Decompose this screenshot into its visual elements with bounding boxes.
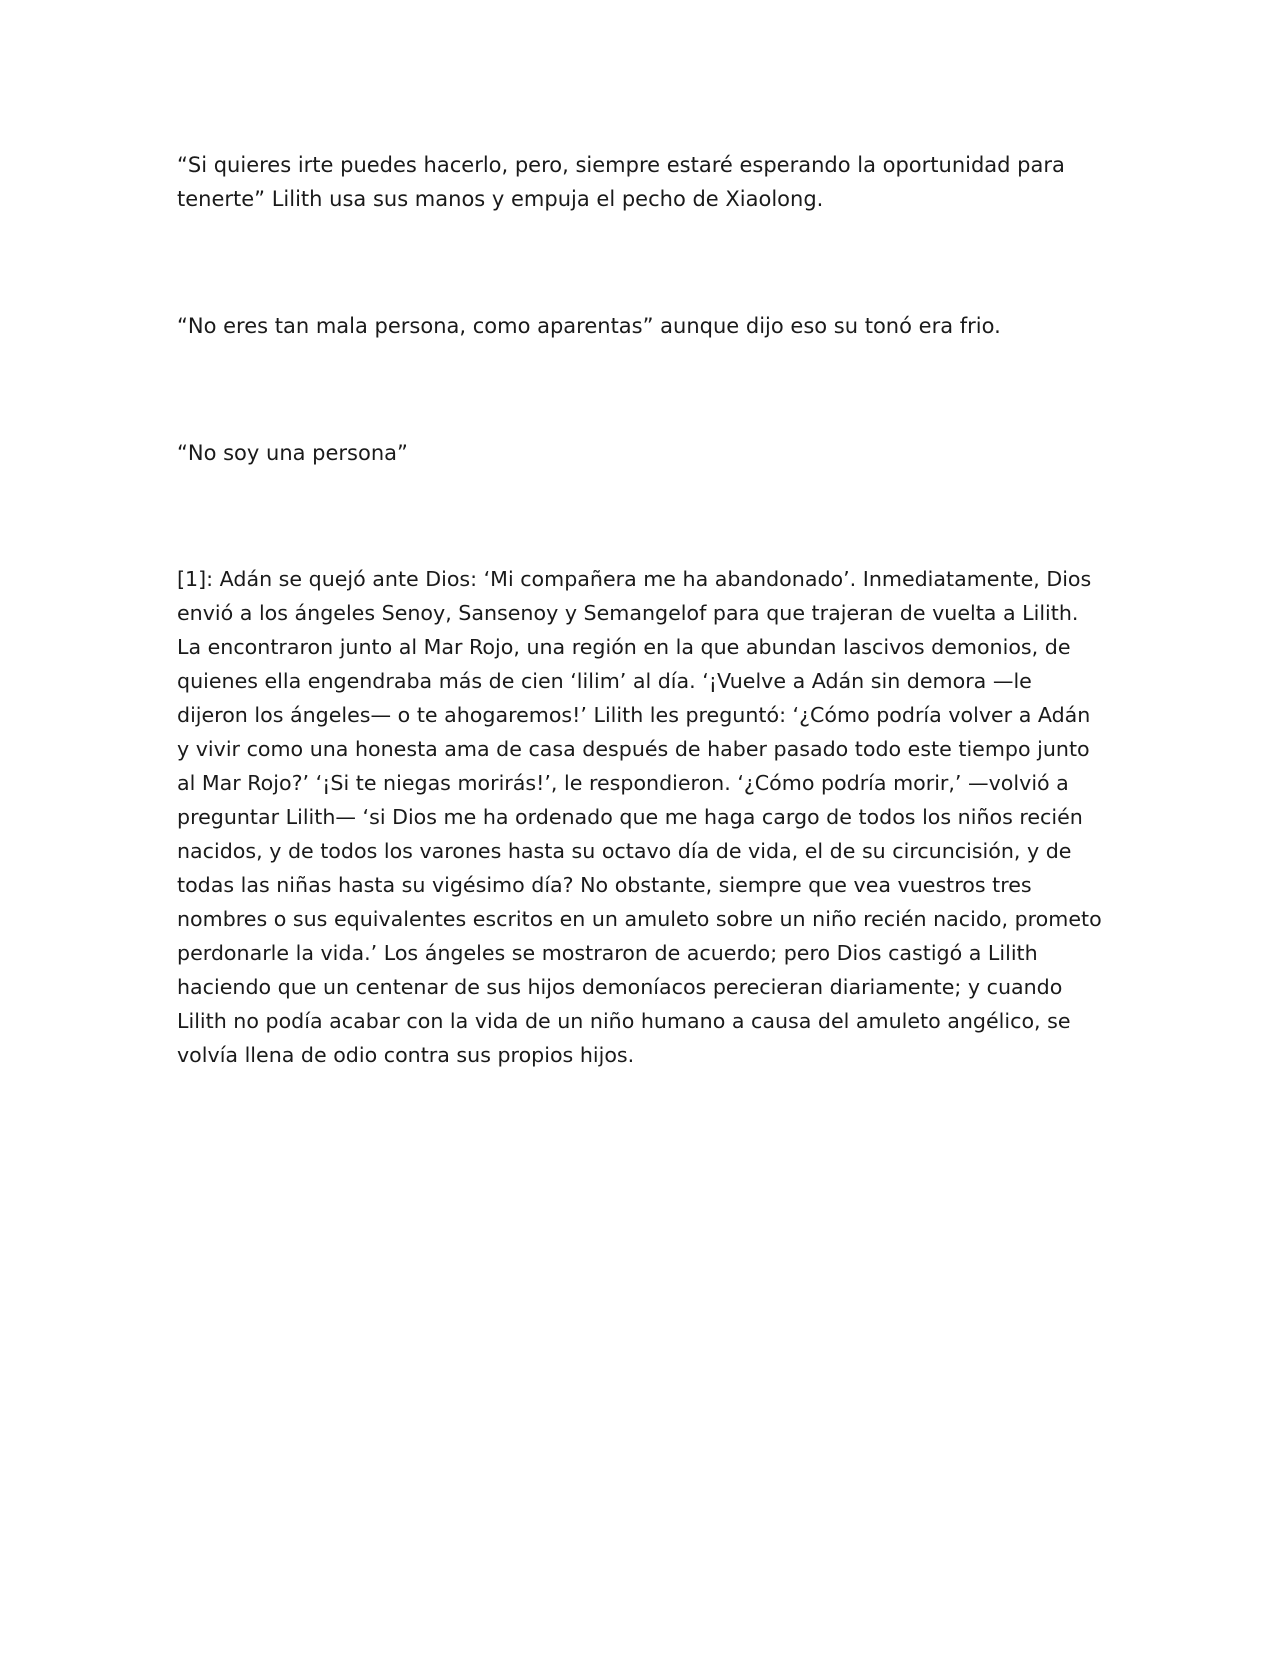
paragraph-dialogue-1: “Si quieres irte puedes hacerlo, pero, siempre estaré esperando la oportunidad para tenerte” Lilith usa sus manos y empuja el pecho de Xiaolong. bbox=[177, 153, 1065, 211]
paragraph-dialogue-2: “No eres tan mala persona, como aparentas” aunque dijo eso su tonó era frio. bbox=[177, 314, 1001, 338]
paragraph-dialogue-3: “No soy una persona” bbox=[177, 441, 408, 465]
footnote-paragraph: [1]: Adán se quejó ante Dios: ‘Mi compañera me ha abandonado’. Inmediatamente, Dios envió a los ángeles Senoy, Sansenoy y Semangelof para que trajeran de vuelta a Lilith. La encontraron junto al Mar Rojo, una región en la que abundan lascivos demonios, de quienes ella engendraba más de cien ‘lilim’ al día. ‘¡Vuelve a Adán sin demora —le dijeron los ángeles— o te ahogaremos!’ Lilith les preguntó: ‘¿Cómo podría volver a Adán y vivir como una honesta ama de casa después de haber pasado todo este tiempo junto al Mar Rojo?’ ‘¡Si te niegas morirás!’, le respondieron. ‘¿Cómo podría morir,’ —volvió a preguntar Lilith— ‘si Dios me ha ordenado que me haga cargo de todos los niños recién nacidos, y de todos los varones hasta su octavo día de vida, el de su circuncisión, y de todas las niñas hasta su vigésimo día? No obstante, siempre que vea vuestros tres nombres o sus equivalentes escritos en un amuleto sobre un niño recién nacido, prometo perdonarle la vida.’ Los ángeles se mostraron de acuerdo; pero Dios castigó a Lilith haciendo que un centenar de sus hijos demoníacos perecieran diariamente; y cuando Lilith no podía acabar con la vida de un niño humano a causa del amuleto angélico, se volvía llena de odio contra sus propios hijos. bbox=[177, 567, 1102, 1067]
